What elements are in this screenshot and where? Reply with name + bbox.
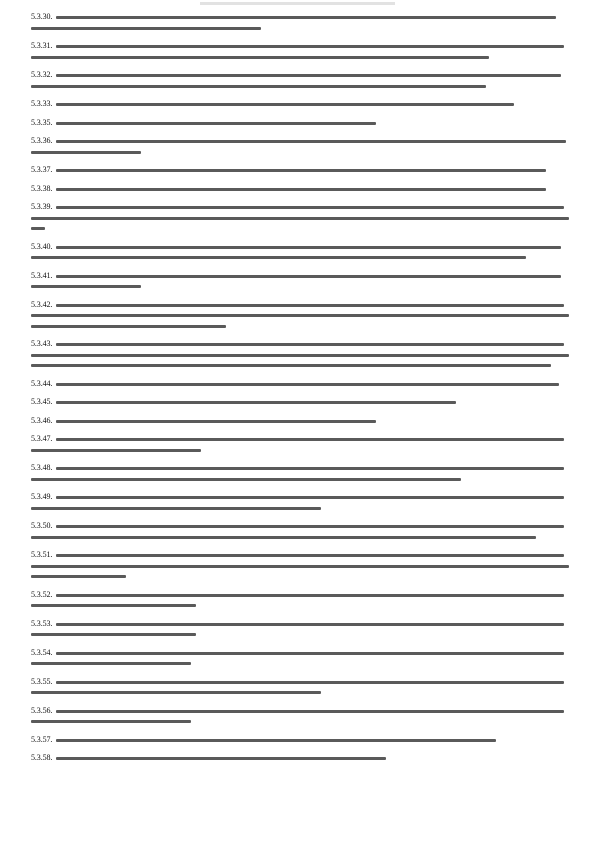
- clause-5-3-56: [31, 706, 571, 727]
- clause-5-3-44: [31, 379, 571, 390]
- clause-number: 5.3.57.: [31, 734, 53, 744]
- clause-number: 5.3.58.: [31, 753, 53, 762]
- clause-number: 5.3.55.: [31, 676, 53, 686]
- clause-number: 5.3.32.: [31, 70, 53, 79]
- clause-5-3-51: [31, 550, 571, 582]
- clause-number: 5.3.44.: [31, 378, 53, 388]
- clause-5-3-32: [31, 70, 571, 91]
- clause-number: 5.3.54.: [31, 647, 53, 657]
- clause-number: 5.3.43.: [31, 339, 53, 348]
- clause-5-3-42: [31, 300, 571, 332]
- clause-5-3-49: [31, 492, 571, 513]
- clause-5-3-36: [31, 136, 571, 157]
- clause-5-3-40: [31, 242, 571, 263]
- clause-5-3-45: [31, 397, 571, 408]
- clause-number: 5.3.46.: [31, 415, 53, 425]
- clause-number: 5.3.49.: [31, 492, 53, 501]
- clause-5-3-58: [31, 753, 571, 764]
- clause-5-3-53: [31, 619, 571, 640]
- page-header: [0, 0, 595, 8]
- clause-number: 5.3.40.: [31, 241, 53, 251]
- clause-5-3-46: [31, 416, 571, 427]
- clause-5-3-35: [31, 118, 571, 129]
- clause-number: 5.3.51.: [31, 550, 53, 559]
- clause-5-3-33: [31, 99, 571, 110]
- clause-number: 5.3.53.: [31, 618, 53, 628]
- clause-5-3-31: [31, 41, 571, 62]
- clause-number: 5.3.42.: [31, 299, 53, 309]
- clause-number: 5.3.36.: [31, 136, 53, 145]
- clause-number: 5.3.30.: [31, 12, 53, 21]
- clause-5-3-39: [31, 202, 571, 234]
- clause-5-3-48: [31, 463, 571, 484]
- clause-5-3-55: [31, 677, 571, 698]
- clause-number: 5.3.39.: [31, 202, 53, 211]
- clause-number: 5.3.48.: [31, 463, 53, 472]
- clause-5-3-52: [31, 590, 571, 611]
- clause-5-3-43: [31, 339, 571, 371]
- clause-5-3-54: [31, 648, 571, 669]
- clause-number: 5.3.41.: [31, 270, 53, 280]
- clause-5-3-47: [31, 434, 571, 455]
- clause-number: 5.3.38.: [31, 183, 53, 193]
- clause-number: 5.3.47.: [31, 434, 53, 443]
- clause-5-3-41: [31, 271, 571, 292]
- clause-5-3-37: [31, 165, 571, 176]
- clause-number: 5.3.33.: [31, 99, 53, 108]
- clause-number: 5.3.31.: [31, 41, 53, 50]
- clause-number: 5.3.35.: [31, 117, 53, 127]
- clause-number: 5.3.56.: [31, 705, 53, 715]
- clause-5-3-30: [31, 12, 571, 33]
- clause-number: 5.3.50.: [31, 521, 53, 530]
- clause-number: 5.3.37.: [31, 165, 53, 174]
- page-title: [200, 2, 395, 5]
- clause-list: [31, 12, 571, 764]
- clause-number: 5.3.52.: [31, 589, 53, 599]
- clause-number: 5.3.45.: [31, 397, 53, 406]
- clause-5-3-50: [31, 521, 571, 542]
- clause-5-3-38: [31, 184, 571, 195]
- clause-5-3-57: [31, 735, 571, 746]
